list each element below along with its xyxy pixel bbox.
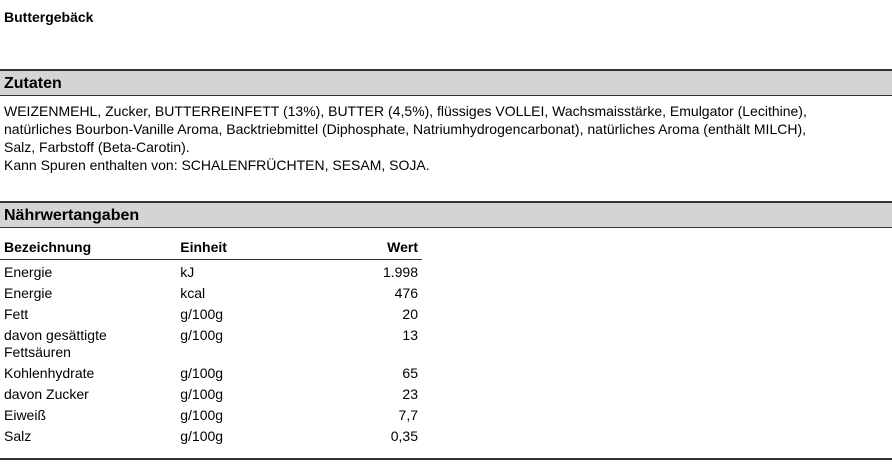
table-row [0,326,422,364]
nutrient-unit: g/100g [180,306,224,322]
ingredients-text [4,102,884,174]
product-title: Buttergebäck [4,9,94,25]
nutrient-name: davon gesättigte Fettsäuren [4,327,107,360]
nutrient-unit: g/100g [180,327,224,343]
ingredients-line: WEIZENMEHL, Zucker, BUTTERREINFETT (13%), BUTTER (4,5%), flüssiges VOLLEI, Wachsmaisstärke, Emulgator (Lecithine), [4,103,807,119]
nutrition-heading: Nährwertangaben [4,207,140,224]
nutrient-value: 65 [402,365,418,381]
nutrient-value: 476 [394,285,418,301]
nutrient-name: Salz [4,428,32,444]
ingredients-heading: Zutaten [4,75,62,92]
ingredients-line: natürliches Bourbon-Vanille Aroma, Backtriebmittel (Diphosphate, Natriumhydrogencarbonat), natürliches Aroma (enthält MILCH), [4,121,807,137]
table-row [0,364,422,385]
nutrient-name: Eiweiß [4,407,47,423]
nutrient-value: 0,35 [390,428,418,444]
nutrient-value: 7,7 [398,407,418,423]
table-row [0,284,422,305]
nutrient-value: 13 [402,327,418,343]
ingredients-section-header [0,69,892,96]
nutrient-value: 20 [402,306,418,322]
allergen-traces-line: Kann Spuren enthalten von: SCHALENFRÜCHTEN, SESAM, SOJA. [4,157,430,173]
nutrient-unit: kJ [180,264,195,280]
ingredients-line: Salz, Farbstoff (Beta-Carotin). [4,139,190,155]
nutrient-unit: kcal [180,285,206,301]
nutrient-name: Energie [4,285,53,301]
nutrient-name: Kohlenhydrate [4,365,95,381]
nutrition-table-header-row [0,235,422,260]
nutrient-value: 1.998 [382,264,418,280]
column-header-value: Wert [331,235,422,260]
nutrient-unit: g/100g [180,365,224,381]
column-header-name: Bezeichnung [0,235,176,260]
nutrient-value: 23 [402,386,418,402]
nutrient-unit: g/100g [180,407,224,423]
table-row [0,305,422,326]
nutrient-name: Fett [4,306,29,322]
nutrition-section-header [0,201,892,228]
nutrient-name: davon Zucker [4,386,89,402]
table-row [0,385,422,406]
column-header-unit: Einheit [176,235,330,260]
nutrient-name: Energie [4,264,53,280]
table-row [0,406,422,427]
bottom-divider [0,458,892,460]
nutrient-unit: g/100g [180,386,224,402]
nutrient-unit: g/100g [180,428,224,444]
table-row [0,427,422,448]
table-row [0,260,422,285]
nutrition-table [0,235,422,448]
